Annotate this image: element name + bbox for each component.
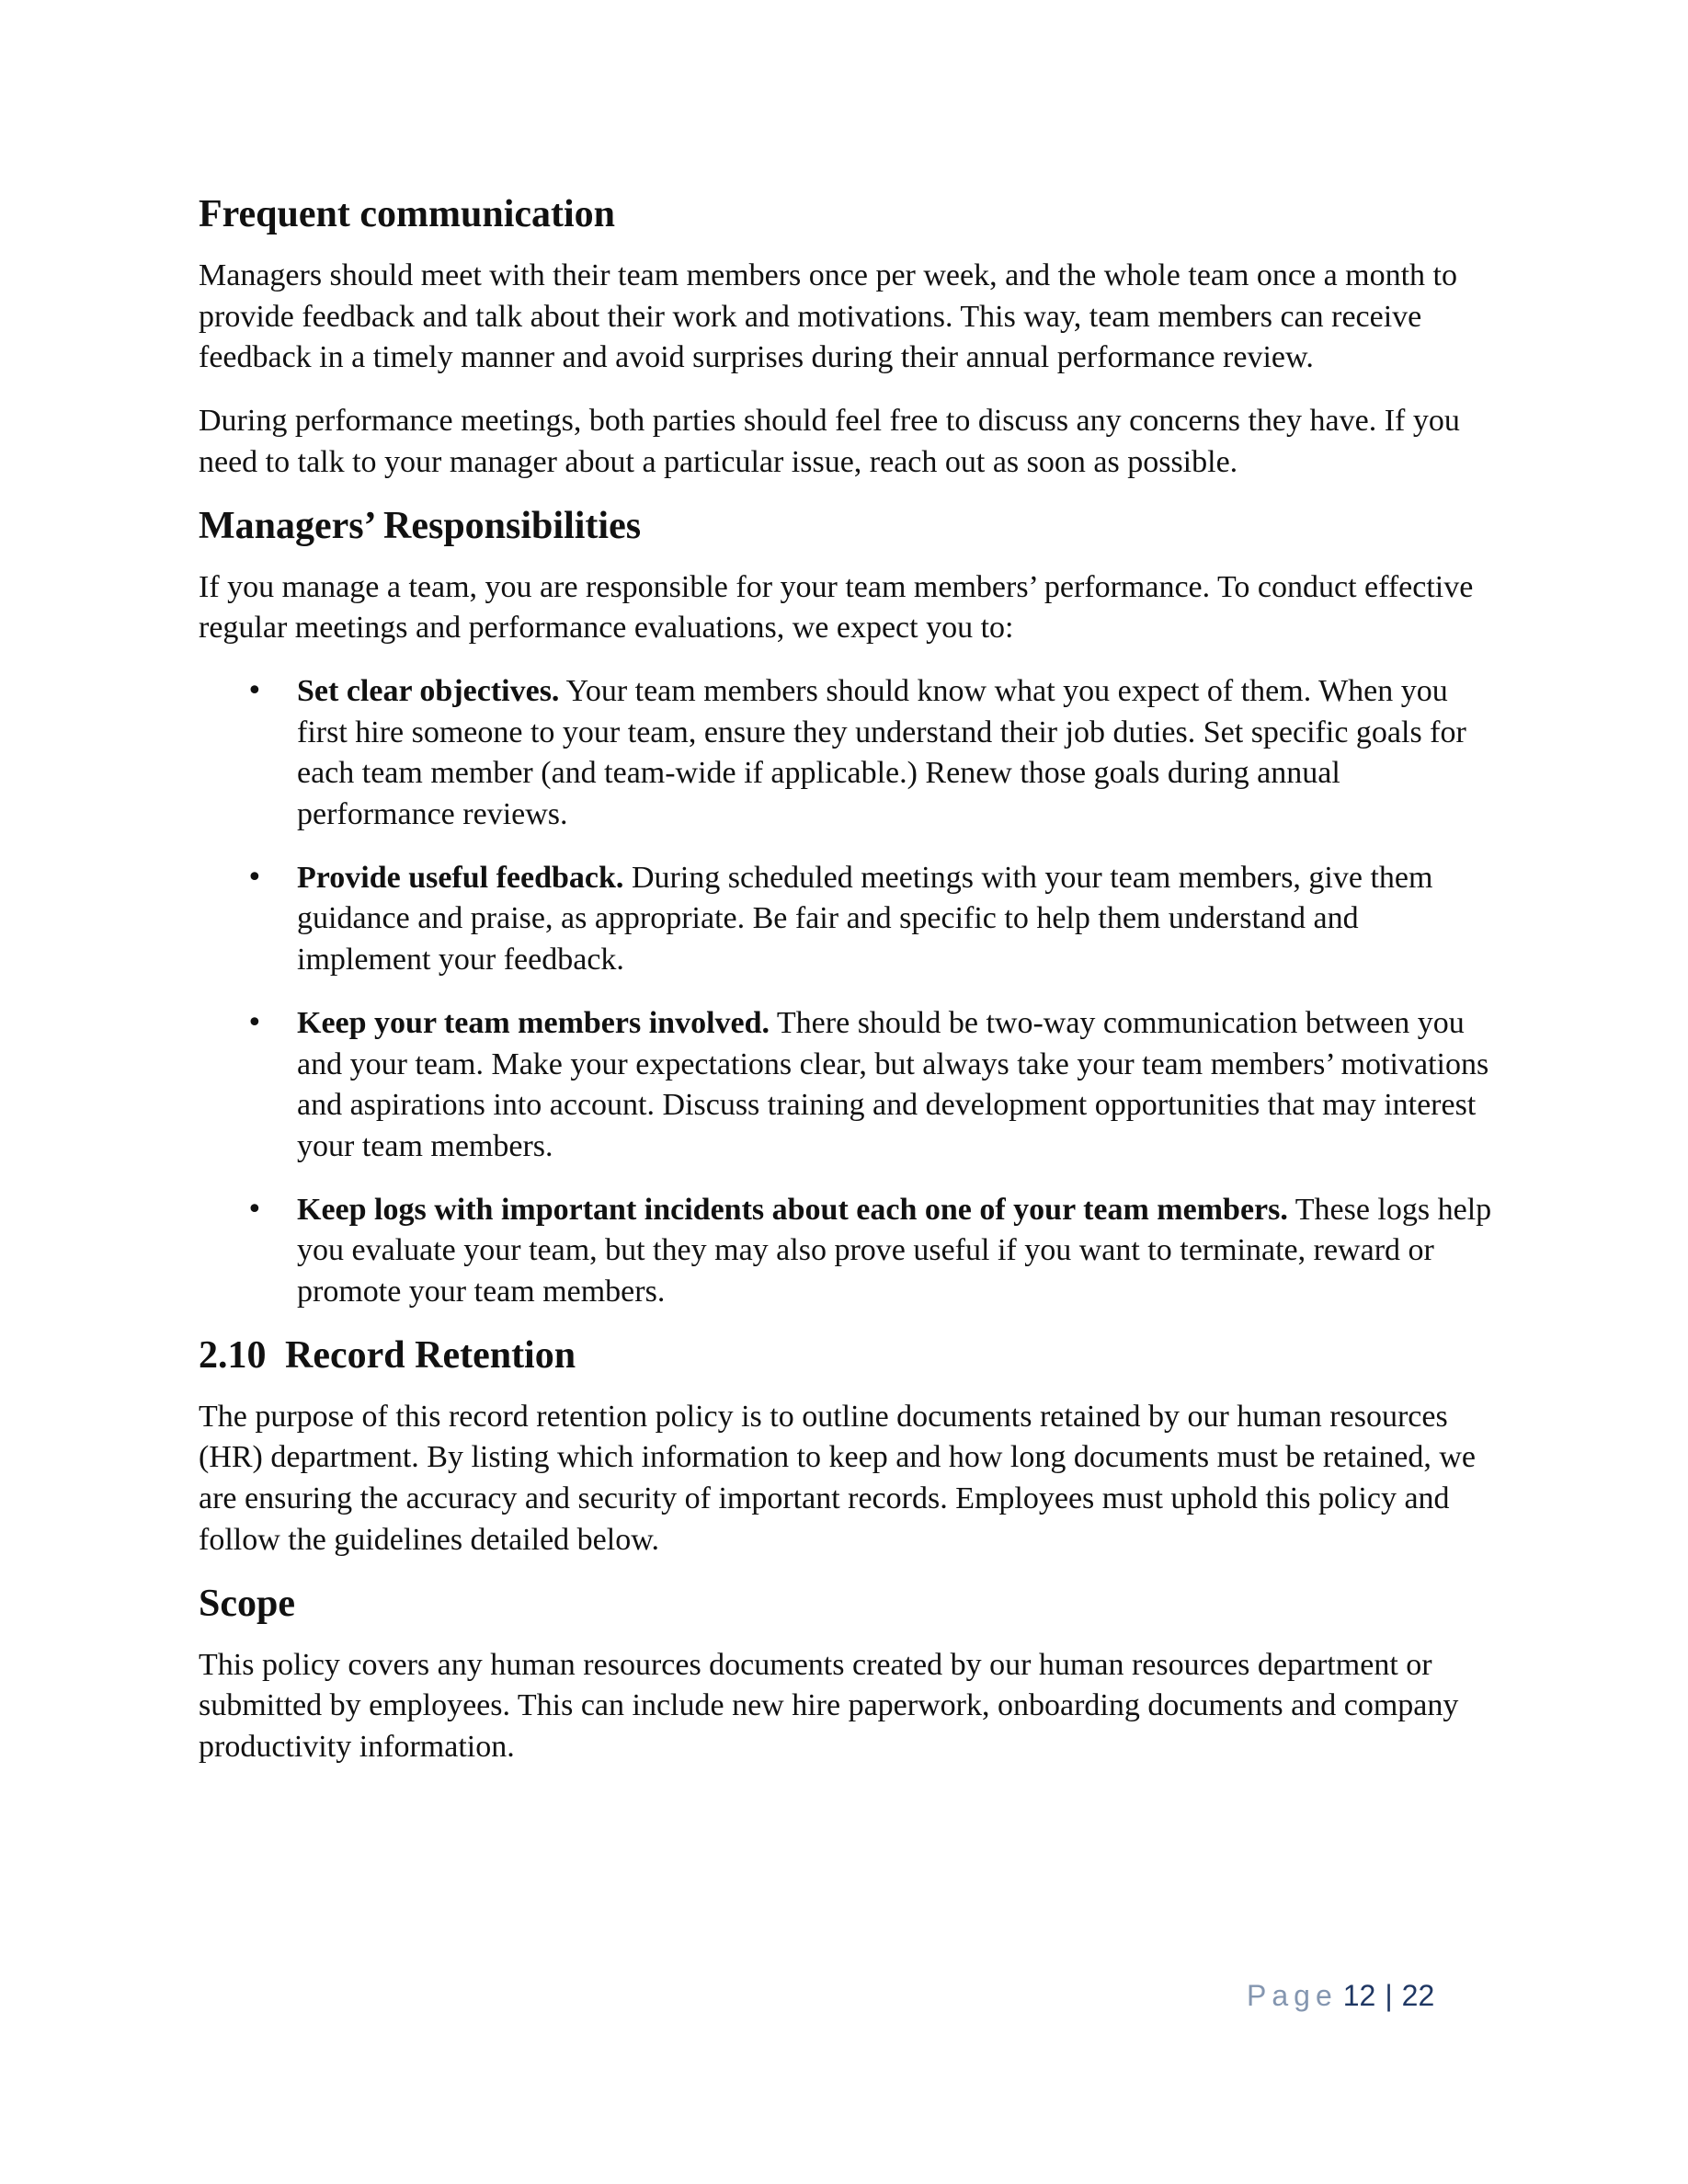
heading-managers-responsibilities: Managers’ Responsibilities bbox=[199, 504, 642, 547]
paragraph-record-retention: The purpose of this record retention policy is to outline documents retained by our human resources (HR) department. By listing which information to keep and how long documents must be retained, we are ensuring the accuracy and security of important records. Employees must uphold this policy and follow the guidelines detailed below. bbox=[199, 1399, 1476, 1557]
paragraph-performance-meetings: During performance meetings, both parties should feel free to discuss any concerns they have. If you need to talk to your manager about a particular issue, reach out as soon as possible. bbox=[199, 404, 1460, 479]
list-item-title: Provide useful feedback. bbox=[297, 860, 624, 895]
list-item-title: Set clear objectives. bbox=[297, 673, 560, 708]
paragraph-meeting-frequency: Managers should meet with their team members once per week, and the whole team once a month to provide feedback and talk about their work and motivations. This way, team members can receive feedback in a timely manner and avoid surprises during their annual performance review. bbox=[199, 258, 1457, 375]
list-item-title: Keep logs with important incidents about each one of your team members. bbox=[297, 1192, 1288, 1227]
list-item bbox=[199, 1190, 1495, 1313]
list-item bbox=[199, 1003, 1495, 1168]
heading-record-retention bbox=[199, 1330, 1495, 1381]
list-item-text: During scheduled meetings with your team members, give them guidance and praise, as appropriate. Be fair and specific to help them understand and implement your feedback. bbox=[297, 860, 1433, 978]
document-page bbox=[199, 189, 1495, 1768]
list-item-text: Your team members should know what you expect of them. When you first hire someone to your team, ensure they understand their job duties. Set specific goals for each team member (and team-wide if applicable.) Renew those goals during annual performance reviews. bbox=[297, 673, 1466, 832]
heading-scope: Scope bbox=[199, 1582, 295, 1625]
page-footer bbox=[1247, 1977, 1434, 2014]
page-number: 12 bbox=[1342, 1979, 1376, 2012]
heading-frequent-communication: Frequent communication bbox=[199, 193, 616, 235]
paragraph-scope: This policy covers any human resources documents created by our human resources department or submitted by employees. This can include new hire paperwork, onboarding documents and company productivity information. bbox=[199, 1647, 1459, 1764]
page-label: Page bbox=[1247, 1979, 1338, 2012]
page-separator: | bbox=[1385, 1979, 1393, 2012]
list-item bbox=[199, 858, 1495, 981]
page-total: 22 bbox=[1401, 1979, 1435, 2012]
section-number: 2.10 bbox=[199, 1333, 267, 1377]
list-item-text: These logs help you evaluate your team, but they may also prove useful if you want to terminate, reward or promote your team members. bbox=[297, 1192, 1492, 1309]
list-item-text: There should be two-way communication between you and your team. Make your expectations clear, but always take your team members’ motivations and aspirations into account. Discuss training and development opportunities that may interest your team members. bbox=[297, 1005, 1489, 1163]
list-item bbox=[199, 671, 1495, 836]
section-title: Record Retention bbox=[285, 1333, 576, 1377]
paragraph-managers-intro: If you manage a team, you are responsible for your team members’ performance. To conduct effective regular meetings and performance evaluations, we expect you to: bbox=[199, 569, 1474, 646]
list-item-title: Keep your team members involved. bbox=[297, 1005, 770, 1040]
responsibilities-list bbox=[199, 671, 1495, 1313]
